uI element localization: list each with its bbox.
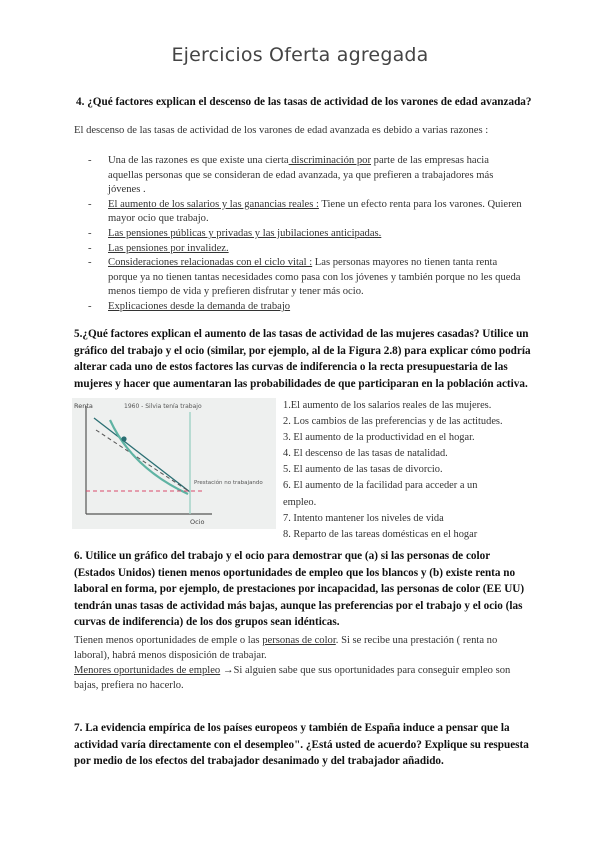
- page-title: Ejercicios Oferta agregada: [171, 44, 429, 66]
- graph-note-top: 1960 - Silvia tenía trabajo: [124, 403, 202, 410]
- x-axis-label: Ocio: [190, 518, 205, 526]
- bullet-item: - Las pensiones por invalidez.: [88, 242, 229, 254]
- budget-line: [94, 418, 190, 492]
- question-4-intro: El descenso de las tasas de actividad de los varones de edad avanzada es debido a varias razones :: [74, 125, 489, 136]
- bullet-item: - Una de las razones es que existe una cierta discriminación por parte de las empresas hacia aquellas personas que se consideran de edad avanzada, ya que prefieren a trabajadores más jóvenes .: [88, 155, 494, 196]
- bullet-item: - Explicaciones desde la demanda de trabajo: [88, 300, 291, 312]
- indifference-curve: [110, 420, 188, 494]
- factor-item: 1.El aumento de los salarios reales de las mujeres.: [283, 400, 492, 411]
- factor-item: 6. El aumento de la facilidad para acceder a un empleo.: [283, 480, 478, 508]
- question-6-answer-1: Tienen menos oportunidades de emple o las personas de color. Si se recibe una prestación ( renta no laboral), habrá menos disposición de trabajar.: [74, 635, 498, 661]
- bullet-item: - Consideraciones relacionadas con el ciclo vital : Las personas mayores no tienen tanta renta porque ya no tienen tantas necesidades como pasa con los jóvenes y también porque no les queda menos tiempo de vida y prefieren disfrutar y tener más ocio.: [88, 257, 521, 298]
- question-7-heading: 7. La evidencia empírica de los países europeos y también de España induce a pensar que la actividad varía directamente con el desempleo". ¿Está usted de acuerdo? Explique su respuesta por medio de los efectos del trabajador desanimado y del trabajador añadido.: [74, 722, 529, 767]
- question-5-heading: 5.¿Qué factores explican el aumento de las tasas de actividad de las mujeres casadas? Utilice un gráfico del trabajo y el ocio (similar, por ejemplo, al de la Figura 2.8) para explicar cómo podría alterar cada uno de estos factores las curvas de indiferencia o la recta presupuestaria de las mujeres y hacer que aumentaran las probabilidades de que participaran en la población activa.: [74, 328, 531, 390]
- question-6-answer-2: Menores oportunidades de empleo →Si alguien sabe que sus oportunidades para conseguir empleo son bajas, prefiera no hacerlo.: [74, 665, 511, 691]
- tangency-point: [121, 436, 126, 441]
- bullet-item: - El aumento de los salarios y las ganancias reales : Tiene un efecto renta para los varones. Quieren mayor ocio que trabajo.: [88, 198, 522, 225]
- graph-drawing: [72, 398, 276, 529]
- graph-note-right: Prestación no trabajando: [194, 480, 263, 486]
- labor-leisure-graph: [72, 398, 276, 529]
- factor-item: 2. Los cambios de las preferencias y de las actitudes.: [283, 416, 503, 428]
- factor-item: 4. El descenso de las tasas de natalidad.: [283, 448, 448, 460]
- budget-line-dashed: [96, 430, 190, 492]
- question-4-bullet-list: [88, 154, 524, 315]
- question-5-factor-list: [283, 398, 513, 543]
- factor-item: 5. El aumento de las tasas de divorcio.: [283, 464, 443, 476]
- question-6-heading: 6. Utilice un gráfico del trabajo y el ocio para demostrar que (a) si las personas de color (Estados Unidos) tienen menos oportunidades de empleo que los blancos y (b) existe renta no laboral en forma, por ejemplo, de prestaciones por incapacidad, las personas de color (EE UU) tendrán unas tasas de actividad más bajas, aunque las preferencias por el trabajo y el ocio (las curvas de indiferencia) de los dos grupos sean idénticas.: [74, 550, 525, 628]
- bullet-item: - Las pensiones públicas y privadas y las jubilaciones anticipadas.: [88, 227, 382, 239]
- factor-item: 7. Intento mantener los niveles de vida: [283, 512, 444, 524]
- factor-item: 3. El aumento de la productividad en el hogar.: [283, 432, 475, 444]
- y-axis-label: Renta: [74, 402, 93, 410]
- factor-item: 8. Reparto de las tareas domésticas en el hogar: [283, 528, 478, 540]
- question-4-heading: 4. ¿Qué factores explican el descenso de las tasas de actividad de los varones de edad avanzada?: [76, 96, 532, 108]
